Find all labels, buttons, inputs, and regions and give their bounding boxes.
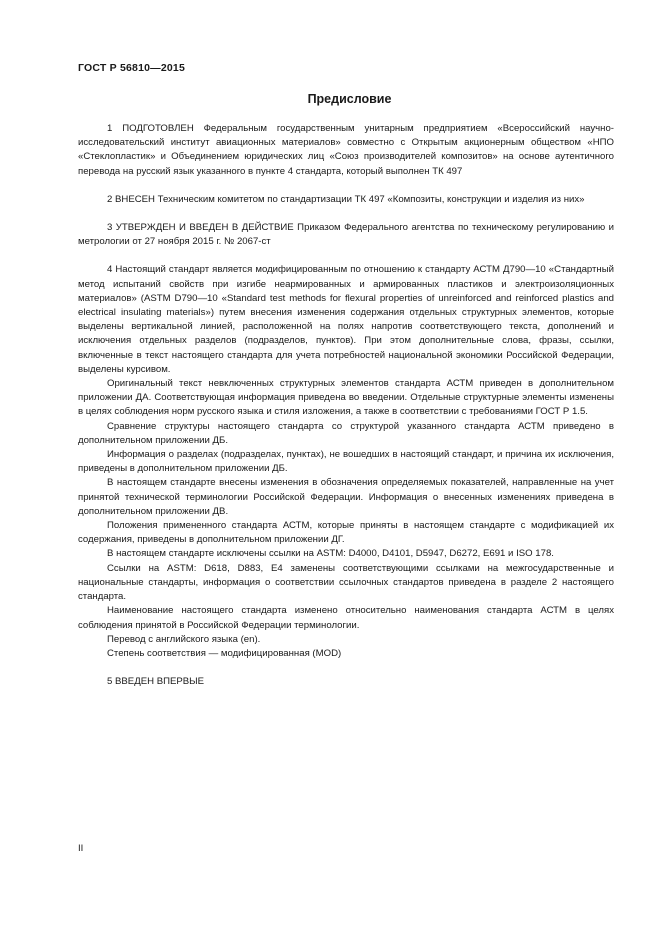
item-4-translation: Перевод с английского языка (en). [107,633,261,645]
document-code: ГОСТ Р 56810—2015 [78,62,186,74]
item-2-submitted: 2 ВНЕСЕН Техническим комитетом по стандартизации ТК 497 «Композиты, конструкции и изделия из них» [107,193,585,205]
item-4-excluded-references: В настоящем стандарте исключены ссылки на ASTM: D4000, D4101, D5947, D6272, E691 и ISO 178. [107,548,554,560]
item-4-structure-comparison: Сравнение структуры настоящего стандарта со структурой указанного стандарта АСТМ приведено в дополнительном приложении ДБ. [78,420,614,446]
item-4-excluded-sections: Информация о разделах (подразделах, пунктах), не вошедших в настоящий стандарт, и причина их исключения, приведены в дополнительном приложении ДБ. [78,449,614,475]
item-3-approved: 3 УТВЕРЖДЕН И ВВЕДЕН В ДЕЙСТВИЕ Приказом Федерального агентства по техническому регулированию и метрологии от 27 ноября 2015 г. № 2067-ст [78,222,614,248]
item-4-compliance-degree: Степень соответствия — модифицированная (MOD) [107,647,342,659]
item-4-modification: 4 Настоящий стандарт является модифицированным по отношению к стандарту АСТМ Д790—10 «Стандартный метод испытаний свойств при изгибе неармированных и армированных пластиков и электроизоляционных материалов» (ASTM D790—10 «Standard test methods for flexural properties of unreinforced and reinforced plastics and electrical insulating materials») путем внесения изменения содержания отдельных структурных элементов, которые выделены вертикальной линией, расположенной на полях напротив соответствующего текста, дополнений и исключения отдельных разделов (подразделов, пунктов). При этом дополнительные слова, фразы, ссылки, включенные в текст настоящего стандарта для учета потребностей национальной экономики Российской Федерации, выделены курсивом. [78,264,614,375]
item-1-prepared: 1 ПОДГОТОВЛЕН Федеральным государственным унитарным предприятием «Всероссийский научно-исследовательский институт авиационных материалов» совместно с Открытым акционерным обществом «НПО «Стеклопластик» и Объединением юридических лиц «Союз производителей композитов» на основе аутентичного перевода на русский язык указанного в пункте 4 стандарта, который выполнен ТК 497 [78,123,614,177]
foreword-body [78,122,614,689]
page-number: II [78,843,84,854]
page-title: Предисловие [307,92,392,106]
item-4-replaced-references: Ссылки на ASTM: D618, D883, E4 заменены соответствующими ссылками на межгосударственные и национальные стандарты, информация о соответствии ссылочных стандартов приведена в разделе 2 настоящего стандарта. [78,562,614,603]
item-4-modified-provisions: Положения примененного стандарта АСТМ, которые приняты в настоящем стандарте с модификацией их содержания, приведены в дополнительном приложении ДГ. [78,520,614,546]
item-5-introduced: 5 ВВЕДЕН ВПЕРВЫЕ [107,676,205,688]
item-4-name-change: Наименование настоящего стандарта изменено относительно наименования стандарта АСТМ в целях соблюдения принятой в Российской Федерации терминологии. [78,605,614,631]
item-4-original-text: Оригинальный текст невключенных структурных элементов стандарта АСТМ приведен в дополнительном приложении ДА. Соответствующая информация приведена во введении. Отдельные структурные элементы изменены в целях соблюдения норм русского языка и стиля изложения, а также в соответствии с требованиями ГОСТ Р 1.5. [78,378,614,418]
item-4-designation-changes: В настоящем стандарте внесены изменения в обозначения определяемых показателей, направленные на учет принятой технической терминологии Российской Федерации. Информация о внесенных изменениях приведена в дополнительном приложении ДВ. [78,477,614,517]
